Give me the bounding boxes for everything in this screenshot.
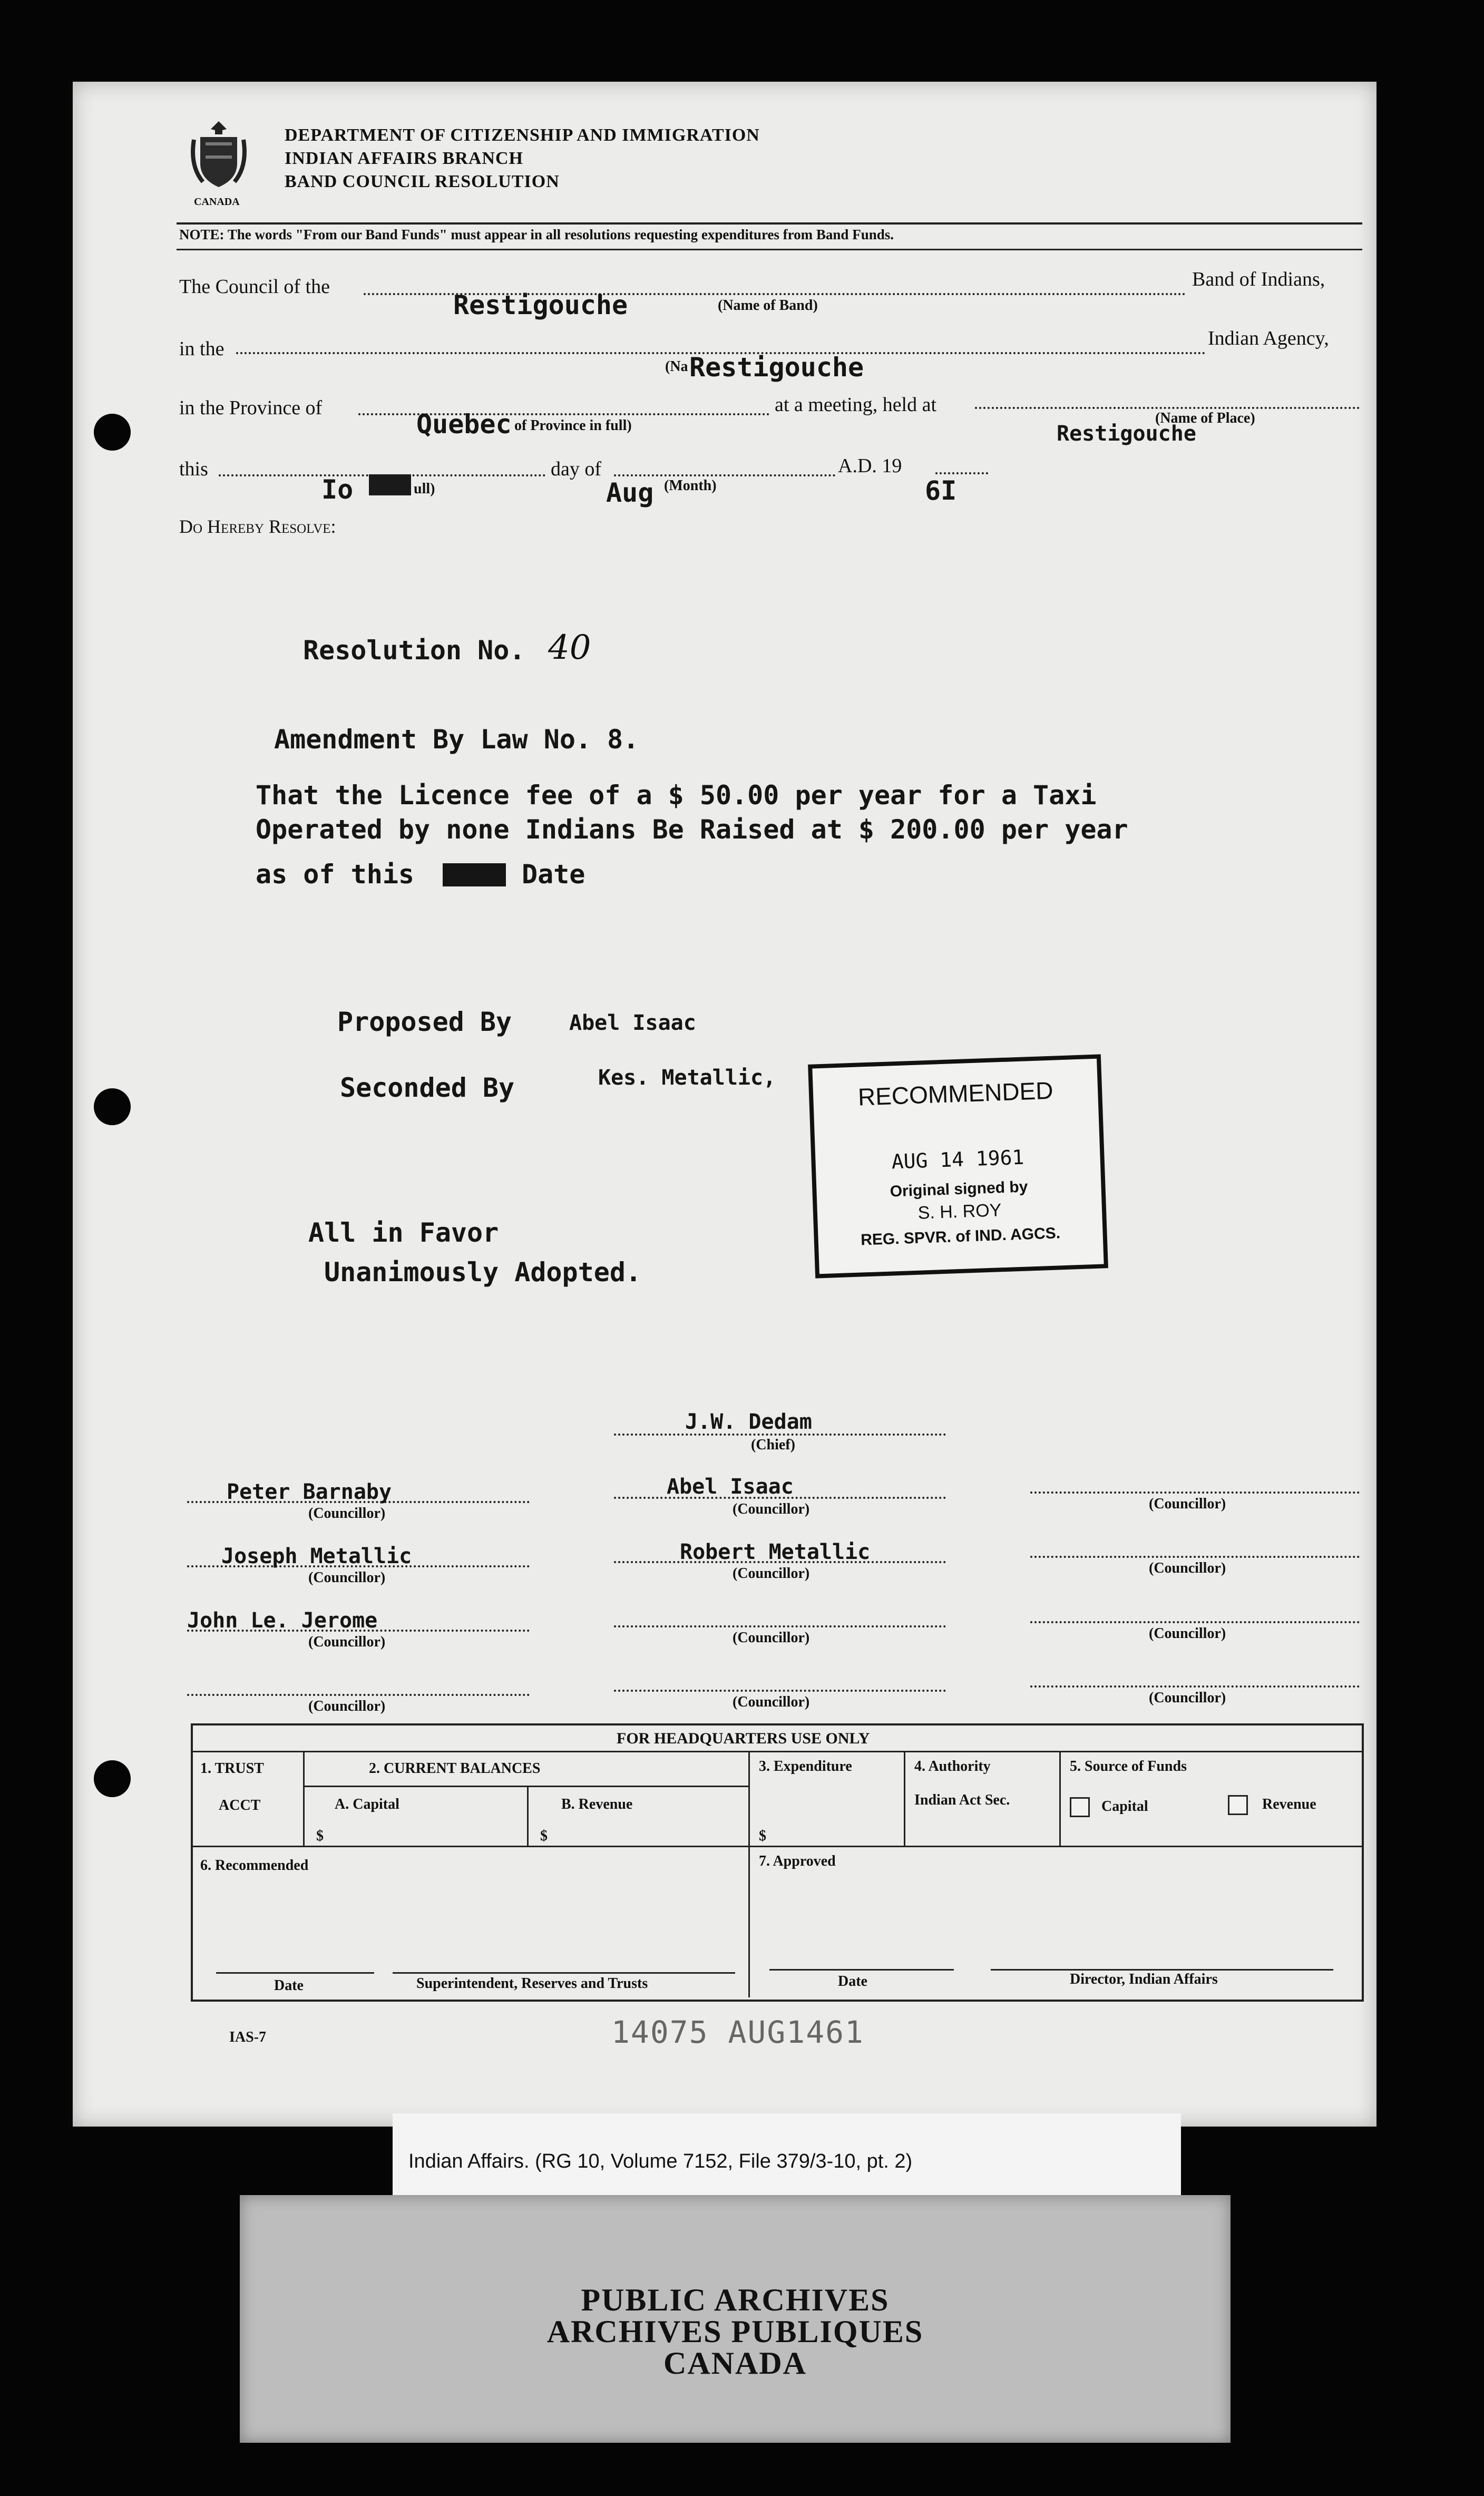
note-text: NOTE: The words "From our Band Funds" must appear in all resolutions requesting expenditures from Band Funds. (179, 227, 894, 242)
stamp-role: REG. SPVR. of IND. AGCS. (860, 1224, 1061, 1249)
indian-agency-label: Indian Agency, (1208, 327, 1329, 349)
councillor-caption: (Councillor) (733, 1501, 810, 1517)
hq-rule (303, 1786, 748, 1787)
stamp-signed: Original signed by (890, 1178, 1028, 1201)
resolution-text-line-2: Operated by none Indians Be Raised at $ 200.00 per year (256, 814, 1128, 845)
councillor-name-middle-2: Robert Metallic (680, 1540, 871, 1564)
hq-revenue-label: Revenue (1262, 1796, 1316, 1812)
councillor-caption: (Councillor) (308, 1698, 386, 1714)
sig-line (614, 1690, 946, 1692)
hq-capital: A. Capital (335, 1796, 399, 1812)
councillor-caption: (Councillor) (733, 1694, 810, 1710)
proposed-by-name: Abel Isaac (569, 1011, 696, 1035)
day-value-overstrike (369, 474, 411, 495)
band-name-caption: (Name of Band) (718, 297, 818, 314)
resolution-text-line-3b: Date (522, 859, 585, 890)
sig-line (1030, 1685, 1360, 1688)
province-caption: of Province in full) (514, 417, 632, 434)
branch-title: INDIAN AFFAIRS BRANCH (285, 149, 523, 168)
stamp-title: RECOMMENDED (857, 1076, 1054, 1111)
ad-label: A.D. 19 (838, 455, 902, 477)
all-in-favor: All in Favor (308, 1217, 499, 1248)
day-of-label: day of (551, 458, 602, 480)
hq-date-left: Date (274, 1977, 304, 1994)
province-label: in the Province of (179, 397, 323, 419)
hq-col (527, 1786, 529, 1846)
recommended-stamp (808, 1054, 1108, 1278)
hq-col (904, 1751, 905, 1846)
department-title: DEPARTMENT OF CITIZENSHIP AND IMMIGRATION (285, 125, 760, 145)
province-value: Quebec (416, 409, 512, 440)
archive-reference: Indian Affairs. (RG 10, Volume 7152, File 379/3-10, pt. 2) (408, 2150, 913, 2172)
hq-authority: 4. Authority (914, 1758, 991, 1774)
in-the-label: in the (179, 338, 224, 360)
seconded-by-label: Seconded By (340, 1072, 515, 1103)
hq-dollar-a: $ (316, 1828, 324, 1844)
day-caption-tail: ull) (414, 481, 435, 497)
this-label: this (179, 458, 208, 480)
sig-line (1030, 1621, 1360, 1623)
place-value: Restigouche (1057, 422, 1196, 446)
public-archives-plate (240, 2195, 1231, 2443)
hq-revenue: B. Revenue (561, 1796, 633, 1812)
councillor-caption: (Councillor) (308, 1505, 386, 1522)
revenue-checkbox[interactable] (1228, 1795, 1248, 1815)
hq-dollar-b: $ (540, 1828, 548, 1844)
month-line (614, 474, 835, 476)
councillor-caption: (Councillor) (733, 1565, 810, 1582)
year-line (935, 472, 988, 474)
unanimously-adopted: Unanimously Adopted. (324, 1257, 642, 1288)
punch-hole (94, 1760, 131, 1797)
councillor-name-left-2: Joseph Metallic (221, 1544, 412, 1568)
councillor-caption: (Councillor) (308, 1569, 386, 1586)
hq-superintendent: Superintendent, Reserves and Trusts (416, 1975, 648, 1992)
chief-caption: (Chief) (751, 1437, 795, 1453)
day-value: Io (321, 474, 354, 505)
sig-line (1030, 1491, 1360, 1494)
councillor-name-middle-1: Abel Isaac (667, 1475, 794, 1499)
band-name-value: Restigouche (453, 290, 628, 320)
form-title: BAND COUNCIL RESOLUTION (285, 172, 560, 191)
councillor-caption: (Councillor) (308, 1634, 386, 1650)
hq-source-of-funds: 5. Source of Funds (1070, 1758, 1187, 1774)
councillor-name-left-1: Peter Barnaby (227, 1480, 392, 1504)
hq-rule (191, 1846, 1362, 1847)
hq-col (748, 1751, 750, 1997)
archives-publiques: ARCHIVES PUBLIQUES (546, 2314, 924, 2349)
meeting-label: at a meeting, held at (775, 394, 937, 416)
sig-line (1030, 1556, 1360, 1558)
resolution-number-label: Resolution No. (303, 635, 525, 666)
councillor-caption: (Councillor) (1149, 1625, 1226, 1642)
hq-sig-line (216, 1972, 374, 1974)
hq-sig-line (769, 1969, 954, 1971)
received-stamp: 14075 AUG1461 (611, 2014, 864, 2050)
hq-dollar-c: $ (759, 1828, 766, 1844)
note-rule-bottom (177, 249, 1362, 250)
councillor-caption: (Councillor) (1149, 1690, 1226, 1706)
sig-line (614, 1625, 946, 1627)
hq-rule (191, 1751, 1362, 1752)
year-value: 6I (925, 475, 957, 506)
proposed-by-label: Proposed By (337, 1007, 512, 1037)
councillor-caption: (Councillor) (1149, 1496, 1226, 1512)
resolution-number-handwritten: 40 (548, 628, 591, 667)
punch-hole (94, 414, 131, 451)
agency-caption: (Na (665, 358, 688, 375)
councillor-caption: (Councillor) (1149, 1560, 1226, 1576)
chief-name: J.W. Dedam (685, 1410, 812, 1434)
hq-current-balances: 2. CURRENT BALANCES (369, 1760, 541, 1777)
month-caption: (Month) (664, 477, 717, 494)
hq-sig-line (991, 1969, 1333, 1971)
band-of-indians-label: Band of Indians, (1192, 268, 1325, 290)
note-rule (177, 222, 1362, 225)
hq-director: Director, Indian Affairs (1070, 1971, 1218, 1987)
canada-crest-icon (190, 119, 248, 192)
councillor-caption: (Councillor) (733, 1630, 810, 1646)
hq-recommended: 6. Recommended (200, 1857, 309, 1874)
hq-indian-act: Indian Act Sec. (914, 1792, 1010, 1808)
place-caption: (Name of Place) (1155, 410, 1255, 426)
place-line (975, 407, 1360, 409)
struck-out-word (443, 863, 506, 886)
punch-hole (94, 1088, 131, 1125)
archives-canada: CANADA (663, 2346, 807, 2381)
seconded-by-name: Kes. Metallic, (598, 1066, 776, 1090)
hq-approved: 7. Approved (759, 1853, 836, 1869)
hq-col (303, 1751, 305, 1846)
hq-sig-line (393, 1972, 735, 1974)
crest-label: CANADA (194, 196, 240, 208)
hq-date-right: Date (838, 1973, 867, 1990)
resolution-text-line-1: That the Licence fee of a $ 50.00 per year for a Taxi (256, 780, 1097, 811)
stamp-date: AUG 14 1961 (891, 1145, 1025, 1174)
agency-name-value: Restigouche (689, 352, 864, 383)
hq-trust: 1. TRUST (200, 1760, 264, 1777)
hq-acct: ACCT (219, 1797, 261, 1813)
hq-col (1059, 1751, 1061, 1846)
amendment-line: Amendment By Law No. 8. (274, 724, 639, 755)
resolve-label: Do Hereby Resolve: (179, 516, 336, 537)
hq-capital-label: Capital (1101, 1798, 1148, 1815)
stamp-name: S. H. ROY (917, 1200, 1002, 1223)
resolution-text-line-3a: as of this (256, 859, 415, 890)
hq-title: FOR HEADQUARTERS USE ONLY (617, 1730, 870, 1747)
public-archives: PUBLIC ARCHIVES (581, 2283, 890, 2317)
capital-checkbox[interactable] (1070, 1797, 1090, 1817)
councillor-name-left-3: John Le. Jerome (187, 1608, 378, 1633)
sig-line (187, 1694, 530, 1696)
council-of-label: The Council of the (179, 276, 330, 298)
month-value: Aug (606, 477, 654, 508)
form-number: IAS-7 (229, 2029, 267, 2045)
hq-expenditure: 3. Expenditure (759, 1758, 852, 1774)
